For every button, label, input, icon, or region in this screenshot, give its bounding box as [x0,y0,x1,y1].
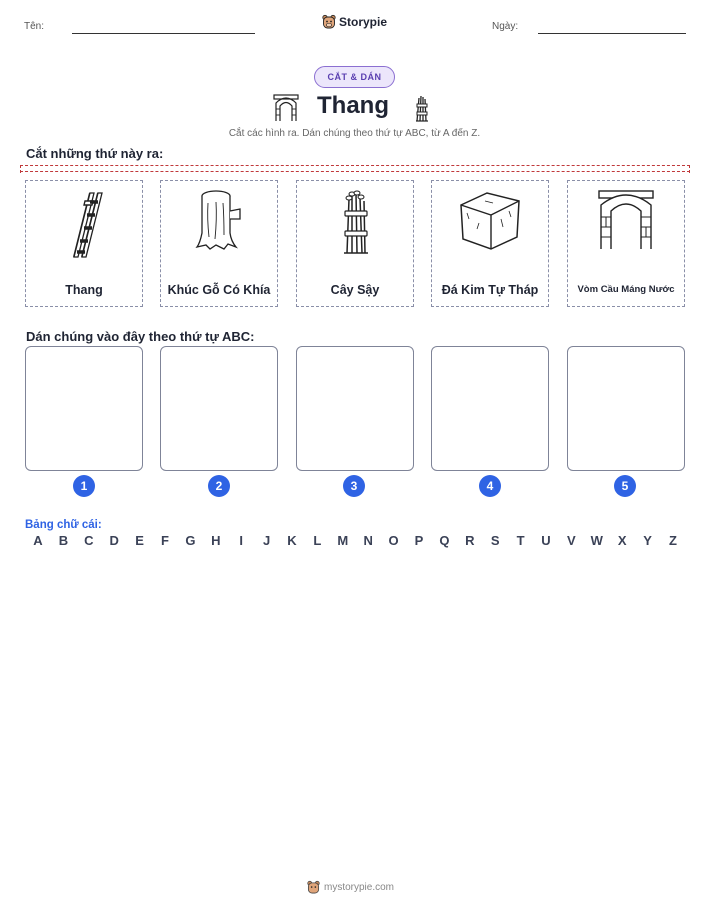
cut-card-reeds[interactable] [296,180,414,307]
alphabet-letter: C [84,533,94,548]
bear-mascot-icon [307,880,320,895]
alphabet-letter: I [239,533,243,548]
alphabet-letter: V [567,533,576,548]
alphabet-letter: X [617,533,627,548]
alphabet-letter: H [211,533,221,548]
slot-number-badge: 3 [343,475,365,497]
ladder-icon [60,189,108,259]
worksheet-header [0,12,709,42]
cut-out-cards [25,180,685,307]
alphabet-letter: D [109,533,119,548]
aqueduct-arch-icon [273,94,299,122]
slot-number-badge: 4 [479,475,501,497]
alphabet-letter: T [516,533,525,548]
cut-card-notched-log[interactable] [160,180,278,307]
alphabet-letter: K [287,533,297,548]
alphabet-letter: M [337,533,349,548]
footer-url: mystorypie.com [324,882,395,893]
alphabet-letter: P [414,533,424,548]
pyramid-stone-block-icon [457,189,523,251]
slot-number-badge: 5 [614,475,636,497]
alphabet-letter: Q [439,533,450,548]
name-label: Tên: [24,21,45,32]
bear-mascot-icon [322,14,336,30]
cut-card-label: Khúc Gỗ Có Khía [167,283,271,297]
cut-card-label: Đá Kim Tự Tháp [441,283,539,297]
paste-slot-5[interactable] [567,346,685,471]
cut-card-label: Vòm Cầu Máng Nước [577,284,675,295]
paste-slot-4[interactable] [431,346,549,471]
notched-log-icon [194,189,244,253]
reed-bundle-icon [335,189,375,255]
cut-section-heading: Cắt những thứ này ra: [26,146,164,161]
cut-card-ladder[interactable] [25,180,143,307]
alphabet-letter: U [541,533,551,548]
alphabet-letter: S [490,533,500,548]
alphabet-letter: O [388,533,399,548]
brand-name: Storypie [339,15,388,29]
alphabet-letter: A [33,533,43,548]
paste-slot-1[interactable] [25,346,143,471]
cut-card-label: Cây Sậy [330,283,380,297]
date-field-line[interactable] [538,33,686,34]
cut-line [20,165,690,173]
alphabet-letter: L [313,533,322,548]
footer [307,880,394,895]
alphabet-row [30,533,682,551]
alphabet-letter: W [590,533,603,548]
reed-bundle-icon [414,94,430,122]
alphabet-letter: E [135,533,144,548]
aqueduct-arch-icon [596,189,656,251]
alphabet-letter: F [161,533,169,548]
paste-section-heading: Dán chúng vào đây theo thứ tự ABC: [26,329,255,344]
alphabet-letter: Y [643,533,652,548]
cut-card-pyramid-stone[interactable] [431,180,549,307]
alphabet-letter: Z [669,533,677,548]
alphabet-letter: B [58,533,69,548]
cut-card-label: Thang [65,283,103,297]
slot-number-badge: 2 [208,475,230,497]
alphabet-letter: N [363,533,373,548]
title-row [0,92,709,124]
alphabet-letter: R [465,533,475,548]
slot-number-badge: 1 [73,475,95,497]
activity-badge: CẮT & DÁN [314,66,395,88]
paste-slot-3[interactable] [296,346,414,471]
alphabet-heading: Bảng chữ cái: [25,519,102,531]
date-label: Ngày: [492,21,519,32]
alphabet-letter: G [185,533,196,548]
name-field-line[interactable] [72,33,255,34]
instructions: Cắt các hình ra. Dán chúng theo thứ tự ABC, từ A đến Z. [228,128,481,139]
alphabet-letter: J [262,533,271,548]
paste-slots [25,346,685,502]
cut-card-aqueduct[interactable] [567,180,685,307]
page-title: Thang [317,92,389,119]
paste-slot-2[interactable] [160,346,278,471]
brand-logo [322,14,387,30]
